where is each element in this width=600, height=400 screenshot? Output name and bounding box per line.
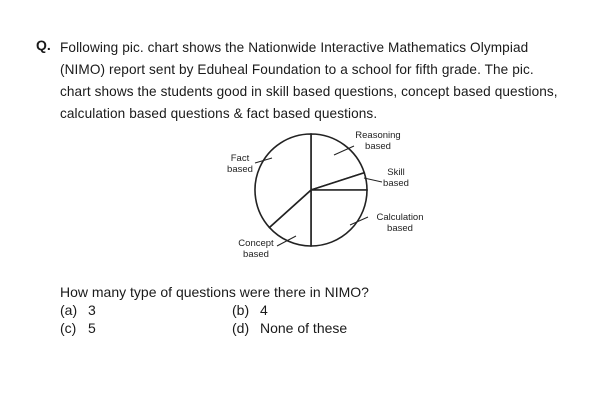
- option-b[interactable]: [232, 302, 268, 318]
- sub-question: How many type of questions were there in NIMO?: [60, 284, 369, 300]
- option-tag: (b): [232, 302, 250, 318]
- slice-label: Fact based: [227, 153, 253, 175]
- option-a[interactable]: [60, 302, 96, 318]
- question-number: Q.: [36, 37, 51, 53]
- option-text: None of these: [260, 320, 348, 336]
- slice-label: Concept based: [238, 238, 274, 260]
- option-c[interactable]: [60, 320, 96, 336]
- option-tag: (c): [60, 320, 77, 336]
- option-d[interactable]: [232, 320, 347, 336]
- option-text: 3: [88, 302, 96, 318]
- question-line: Following pic. chart shows the Nationwide Interactive Mathematics Olympiad: [60, 40, 529, 55]
- slice-label: Skill based: [383, 167, 409, 189]
- question-line: calculation based questions & fact based questions.: [60, 106, 378, 121]
- option-text: 4: [260, 302, 268, 318]
- option-tag: (d): [232, 320, 250, 336]
- question-line: chart shows the students good in skill based questions, concept based questions,: [60, 84, 558, 99]
- option-tag: (a): [60, 302, 78, 318]
- slice-label: Calculation based: [376, 212, 424, 234]
- pie-slice: [311, 190, 367, 246]
- option-text: 5: [88, 320, 96, 336]
- question-line: (NIMO) report sent by Eduheal Foundation to a school for fifth grade. The pic.: [60, 62, 534, 77]
- slice-label: Reasoning based: [355, 130, 401, 152]
